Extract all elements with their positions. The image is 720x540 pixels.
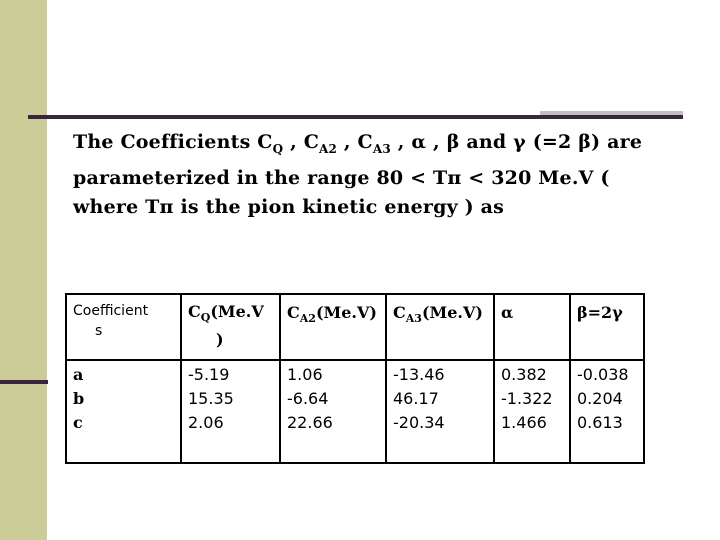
cell-cq-b: 15.35 xyxy=(188,389,234,408)
cell-alpha-a: 0.382 xyxy=(501,365,547,384)
cell-ca3-b: 46.17 xyxy=(393,389,439,408)
cell-ca2-b: -6.64 xyxy=(287,389,329,408)
left-accent-bar xyxy=(0,0,47,540)
cell-alpha-c: 1.466 xyxy=(501,413,547,432)
top-divider-rule xyxy=(28,115,683,119)
header-ca3: $C_{A3}(Me.V)$ xyxy=(386,294,494,360)
header-coefficients: Coefficient s xyxy=(66,294,181,360)
row-label: c xyxy=(73,413,83,432)
cell-beta-b: 0.204 xyxy=(577,389,623,408)
header-alpha: α xyxy=(494,294,570,360)
cell-ca3-a: -13.46 xyxy=(393,365,445,384)
col-ca2-values xyxy=(280,360,386,463)
col-row-labels xyxy=(66,360,181,463)
cell-cq-c: 2.06 xyxy=(188,413,224,432)
cell-cq-a: -5.19 xyxy=(188,365,230,384)
table-body-row xyxy=(66,360,644,463)
coefficients-table xyxy=(65,293,645,464)
row-label: b xyxy=(73,389,85,408)
col-cq-values xyxy=(181,360,280,463)
cell-ca2-a: 1.06 xyxy=(287,365,323,384)
cell-ca3-c: -20.34 xyxy=(393,413,445,432)
table-header-row xyxy=(66,294,644,360)
cell-beta-c: 0.613 xyxy=(577,413,623,432)
left-divider-rule xyxy=(0,380,48,384)
col-beta-values xyxy=(570,360,644,463)
cell-ca2-c: 22.66 xyxy=(287,413,333,432)
cell-beta-a: -0.038 xyxy=(577,365,629,384)
header-ca2: $C_{A2}(Me.V)$ xyxy=(280,294,386,360)
cell-alpha-b: -1.322 xyxy=(501,389,553,408)
header-beta: β=2γ xyxy=(570,294,644,360)
header-cq: $C_Q(Me.V$ ) xyxy=(181,294,280,360)
col-ca3-values xyxy=(386,360,494,463)
intro-paragraph: The Coefficients $C_Q$ , $C_{A2}$ , $C_{A3}$ , α , β and γ (=2 β) are parameterized in the range 80 < Tπ < 320 Me.V ( where Tπ is the pion kinetic energy ) as xyxy=(73,131,643,218)
row-label: a xyxy=(73,365,84,384)
col-alpha-values xyxy=(494,360,570,463)
